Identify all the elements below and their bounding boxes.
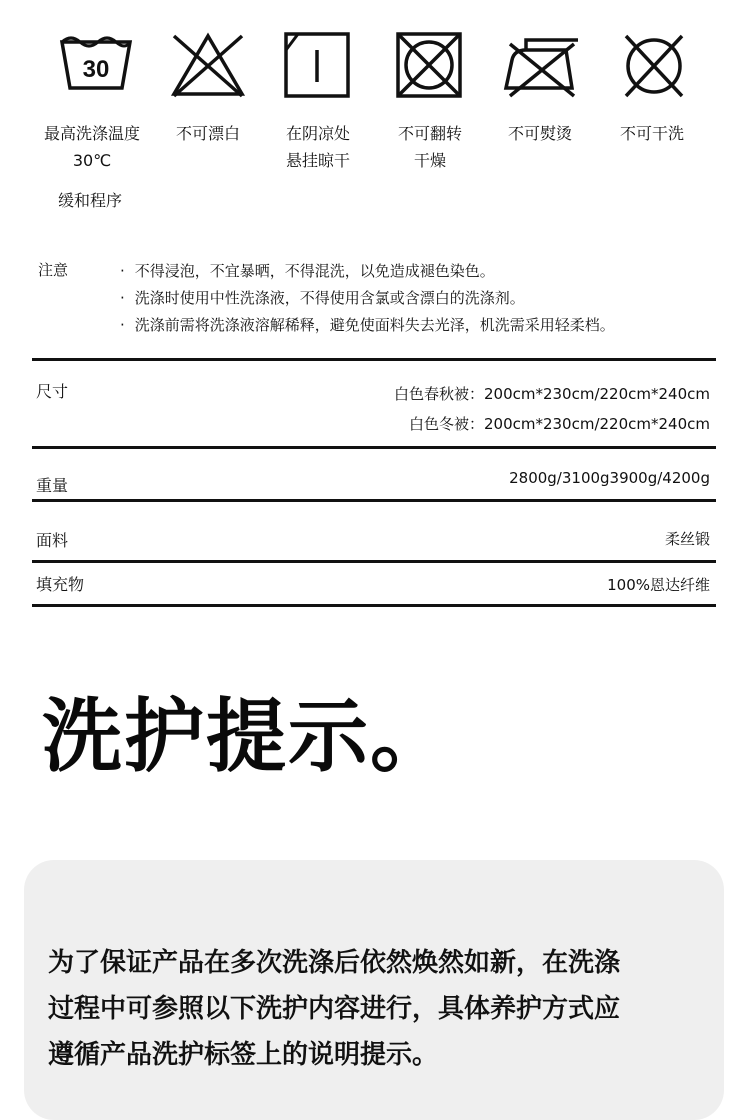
spec-table	[32, 358, 716, 607]
no-dry-clean-icon	[614, 30, 694, 102]
spec-label: 尺寸	[36, 382, 69, 401]
caption-line-dry-shade: 在阴凉处 悬挂晾干	[285, 124, 350, 170]
care-intro-card	[24, 860, 724, 1120]
spec-label: 面料	[36, 531, 69, 550]
no-tumble-dry-icon	[390, 30, 470, 102]
notice-label: 注意	[38, 261, 69, 279]
caption-no-tumble-dry: 不可翻转 干燥	[397, 124, 462, 170]
spec-row-filling	[32, 563, 716, 604]
svg-text:30: 30	[82, 56, 110, 83]
spec-row-fabric	[32, 502, 716, 560]
caption-gentle-cycle: 缓和程序	[58, 191, 123, 210]
spec-label: 重量	[36, 476, 69, 495]
spec-label: 填充物	[36, 575, 85, 594]
card-text: 为了保证产品在多次洗涤后依然焕然如新，在洗涤 过程中可参照以下洗护内容进行，具体养护方式应 遵循产品洗护标签上的说明提示。	[48, 948, 621, 1070]
spec-value: 100%恩达纤维	[607, 576, 710, 594]
caption-wash-30: 最高洗涤温度 30℃	[43, 124, 140, 170]
notice-item: · 洗涤前需将洗涤液溶解稀释，避免使面料失去光泽，机洗需采用轻柔档。	[120, 312, 615, 339]
no-bleach-icon	[168, 30, 248, 102]
spec-value: 白色春秋被：200cm*230cm/220cm*240cm 白色冬被：200cm*230cm/220cm*240cm	[393, 385, 710, 433]
notice-item: · 洗涤时使用中性洗涤液，不得使用含氯或含漂白的洗涤剂。	[120, 285, 615, 312]
caption-no-iron: 不可熨烫	[507, 124, 572, 143]
line-dry-shade-icon	[278, 30, 358, 102]
divider	[32, 604, 716, 607]
page-title: 洗护提示。	[42, 690, 452, 783]
spec-value: 2800g/3100g3900g/4200g	[509, 469, 710, 487]
spec-row-weight	[32, 449, 716, 499]
spec-value: 柔丝锻	[664, 530, 710, 548]
care-symbols	[0, 0, 750, 230]
notice-item: · 不得浸泡，不宜暴晒，不得混洗，以免造成褪色染色。	[120, 258, 615, 285]
wash-30-icon	[56, 30, 136, 102]
notice-list	[120, 258, 615, 339]
caption-no-bleach: 不可漂白	[175, 124, 240, 143]
spec-row-size	[32, 361, 716, 446]
caption-no-dry-clean: 不可干洗	[619, 124, 684, 143]
no-iron-icon	[502, 30, 582, 102]
